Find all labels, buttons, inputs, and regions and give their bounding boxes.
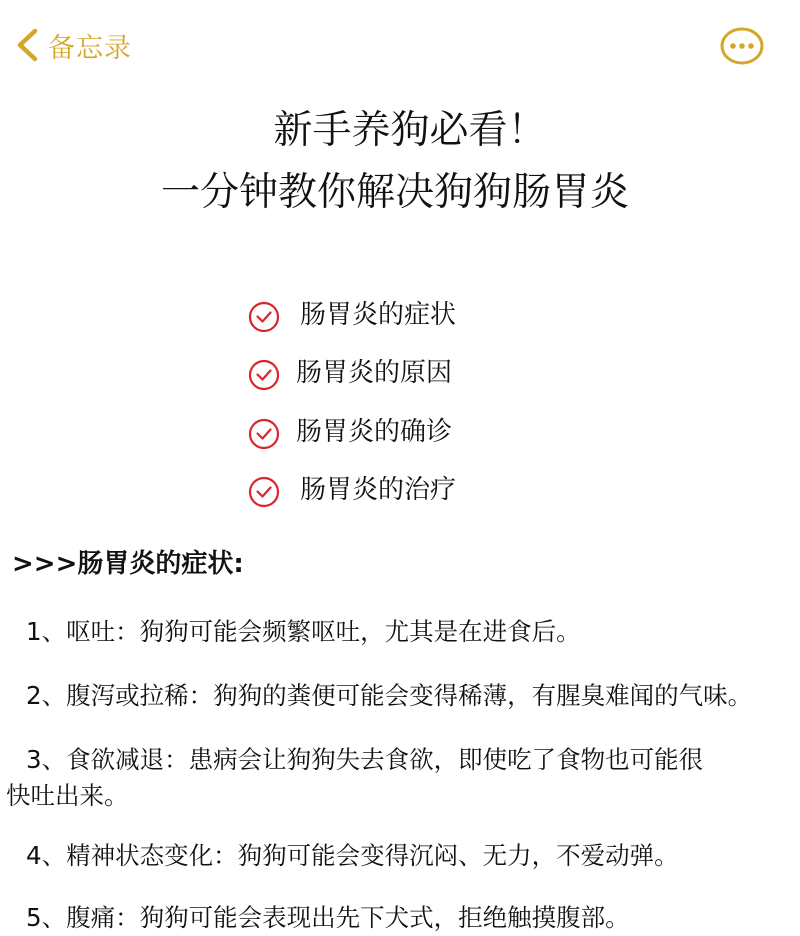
navigation-bar [0, 0, 800, 92]
check-circle-icon [248, 418, 280, 450]
more-button[interactable] [720, 26, 764, 66]
symptom-paragraph [6, 614, 800, 650]
section-heading: >>>肠胃炎的症状: [12, 549, 244, 579]
check-circle-icon [248, 476, 280, 508]
note-title [0, 100, 800, 224]
note-title-line-2: 一分钟教你解决狗狗肠胃炎 [160, 170, 629, 215]
toc-item [248, 470, 568, 528]
symptom-paragraph [6, 838, 800, 874]
symptom-paragraph [6, 900, 800, 936]
symptom-paragraph [6, 678, 800, 714]
check-circle-icon [248, 301, 280, 333]
table-of-contents [248, 295, 568, 528]
toc-item-label: 肠胃炎的治疗 [300, 474, 457, 505]
toc-item [248, 295, 568, 353]
paragraph-line: 5、腹痛：狗狗可能会表现出先下犬式，拒绝触摸腹部。 [26, 903, 630, 932]
paragraph-line: 2、腹泻或拉稀：狗狗的粪便可能会变得稀薄，有腥臭难闻的气味。 [26, 681, 753, 710]
paragraph-line: 4、精神状态变化：狗狗可能会变得沉闷、无力，不爱动弹。 [26, 841, 679, 870]
paragraph-line: 1、呕吐：狗狗可能会频繁呕吐，尤其是在进食后。 [26, 617, 581, 646]
note-title-line-1: 新手养狗必看！ [273, 108, 547, 153]
toc-item-label: 肠胃炎的症状 [300, 300, 457, 330]
symptom-paragraph [6, 742, 800, 814]
toc-item-label: 肠胃炎的原因 [296, 358, 453, 389]
paragraph-line: 快吐出来。 [6, 781, 129, 810]
chevron-left-icon [14, 28, 40, 62]
paragraph-line: 3、食欲减退：患病会让狗狗失去食欲，即使吃了食物也可能很 [26, 745, 704, 774]
check-circle-icon [248, 359, 280, 391]
back-button[interactable] [14, 26, 132, 64]
toc-item [248, 412, 568, 470]
back-label: 备忘录 [48, 32, 132, 64]
toc-item-label: 肠胃炎的确诊 [296, 416, 453, 447]
toc-item [248, 353, 568, 411]
more-horizontal-icon [720, 51, 764, 70]
